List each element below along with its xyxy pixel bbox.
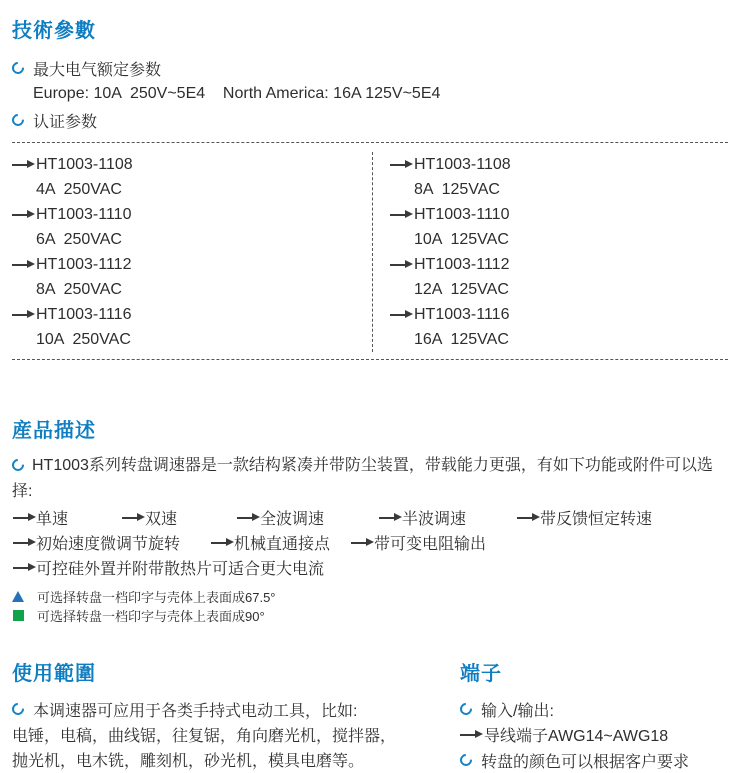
usage-intro-row xyxy=(12,696,460,722)
arrow-icon xyxy=(12,164,27,166)
models-column-125v xyxy=(372,152,728,352)
feature-label: 单速 xyxy=(36,511,69,528)
models-column-250v xyxy=(12,152,372,352)
dial-color-label: 转盘的颜色可以根据客户要求 xyxy=(481,753,690,771)
note-row-67-5 xyxy=(12,587,730,606)
model-rating: 10A 125VAC xyxy=(414,230,509,248)
model-rating: 10A 250VAC xyxy=(36,330,131,348)
triangle-icon xyxy=(12,591,24,602)
usage-section xyxy=(12,657,460,773)
feature-item xyxy=(13,555,324,580)
feature-item xyxy=(517,505,652,530)
features-row-2 xyxy=(12,530,730,555)
feature-item xyxy=(13,505,68,530)
model-row xyxy=(12,202,372,227)
arrow-icon xyxy=(390,214,405,216)
cert-row xyxy=(12,107,730,133)
arrow-icon xyxy=(351,542,366,544)
model-rating: 8A 250VAC xyxy=(36,280,122,298)
model-row xyxy=(12,152,372,177)
terminals-heading: 端子 xyxy=(460,663,502,685)
arrow-icon xyxy=(237,517,252,519)
model-row xyxy=(390,202,728,227)
dial-color-row xyxy=(460,747,730,773)
arrow-icon xyxy=(13,567,28,569)
feature-label: 带可变电阻输出 xyxy=(374,536,487,553)
model-name: HT1003-1108 xyxy=(36,155,133,173)
bullet-crescent-icon xyxy=(458,752,475,769)
bullet-crescent-icon xyxy=(10,701,27,718)
feature-label: 半波调速 xyxy=(402,511,467,528)
model-row xyxy=(12,302,372,327)
usage-heading: 使用範圍 xyxy=(12,663,96,685)
model-row xyxy=(390,252,728,277)
square-icon xyxy=(13,610,24,621)
arrow-icon xyxy=(12,264,27,266)
feature-item xyxy=(351,530,486,555)
terminals-section xyxy=(460,657,730,773)
bottom-sections xyxy=(12,657,730,773)
note-text: 可选择转盘一档印字与壳体上表面成67.5° xyxy=(37,590,276,605)
ratings-line: Europe: 10A 250V~5E4 North America: 16A 125V~5E4 xyxy=(33,85,441,102)
feature-label: 初始速度微调节旋转 xyxy=(36,536,181,553)
model-row xyxy=(12,252,372,277)
feature-label: 带反馈恒定转速 xyxy=(540,511,653,528)
arrow-icon xyxy=(460,734,475,736)
io-label: 输入/输出: xyxy=(481,702,554,720)
arrow-icon xyxy=(390,164,405,166)
model-rating: 12A 125VAC xyxy=(414,280,509,298)
feature-label: 可控硅外置并附带散热片可适合更大电流 xyxy=(36,561,325,578)
arrow-icon xyxy=(517,517,532,519)
model-row xyxy=(390,152,728,177)
wire-terminal-row xyxy=(460,722,730,747)
arrow-icon xyxy=(390,264,405,266)
feature-item xyxy=(122,505,177,530)
feature-item xyxy=(379,505,466,530)
feature-item xyxy=(237,505,324,530)
features-row-3 xyxy=(12,555,730,580)
feature-label: 全波调速 xyxy=(260,511,325,528)
model-rating: 16A 125VAC xyxy=(414,330,509,348)
features-row-1 xyxy=(12,505,730,530)
model-name: HT1003-1116 xyxy=(414,305,510,323)
model-name: HT1003-1108 xyxy=(414,155,511,173)
model-rating: 8A 125VAC xyxy=(414,180,500,198)
model-name: HT1003-1110 xyxy=(36,205,132,223)
models-table xyxy=(12,142,728,360)
feature-label: 双速 xyxy=(145,511,178,528)
arrow-icon xyxy=(379,517,394,519)
arrow-icon xyxy=(13,542,28,544)
arrow-icon xyxy=(12,314,27,316)
bullet-crescent-icon xyxy=(10,112,27,129)
cert-label: 认证参数 xyxy=(33,113,98,131)
arrow-icon xyxy=(12,214,27,216)
model-name: HT1003-1112 xyxy=(36,255,132,273)
model-row xyxy=(390,302,728,327)
usage-line2: 电锤，电稿，曲线锯，往复锯，角向磨光机，搅拌器， xyxy=(12,728,397,745)
bullet-crescent-icon xyxy=(10,60,27,77)
max-rating-label: 最大电气额定参数 xyxy=(33,61,162,79)
bullet-crescent-icon xyxy=(458,701,475,718)
arrow-icon xyxy=(13,517,28,519)
wire-terminal-label: 导线端子AWG14~AWG18 xyxy=(484,728,669,745)
feature-label: 机械直通接点 xyxy=(234,536,331,553)
usage-line1: 本调速器可应用于各类手持式电动工具，比如: xyxy=(33,702,358,720)
product-intro xyxy=(12,453,726,505)
arrow-icon xyxy=(122,517,137,519)
arrow-icon xyxy=(390,314,405,316)
arrow-icon xyxy=(211,542,226,544)
model-rating: 4A 250VAC xyxy=(36,180,122,198)
dial-print-notes xyxy=(12,587,730,625)
max-rating-row xyxy=(12,55,730,81)
model-name: HT1003-1110 xyxy=(414,205,510,223)
tech-params-heading: 技術參數 xyxy=(12,20,96,42)
product-description-heading: 産品描述 xyxy=(12,420,96,442)
usage-line3: 抛光机，电木铣，雕刻机，砂光机，模具电磨等。 xyxy=(12,753,365,770)
bullet-crescent-icon xyxy=(10,457,27,474)
model-name: HT1003-1112 xyxy=(414,255,510,273)
product-intro-text: HT1003系列转盘调速器是一款结构紧凑并带防尘装置，带载能力更强，有如下功能或附件可以选择: xyxy=(12,457,713,500)
io-row xyxy=(460,696,730,722)
note-text: 可选择转盘一档印字与壳体上表面成90° xyxy=(37,609,265,624)
feature-item xyxy=(211,530,330,555)
note-row-90 xyxy=(12,606,730,625)
feature-item xyxy=(13,530,180,555)
model-rating: 6A 250VAC xyxy=(36,230,122,248)
model-name: HT1003-1116 xyxy=(36,305,132,323)
